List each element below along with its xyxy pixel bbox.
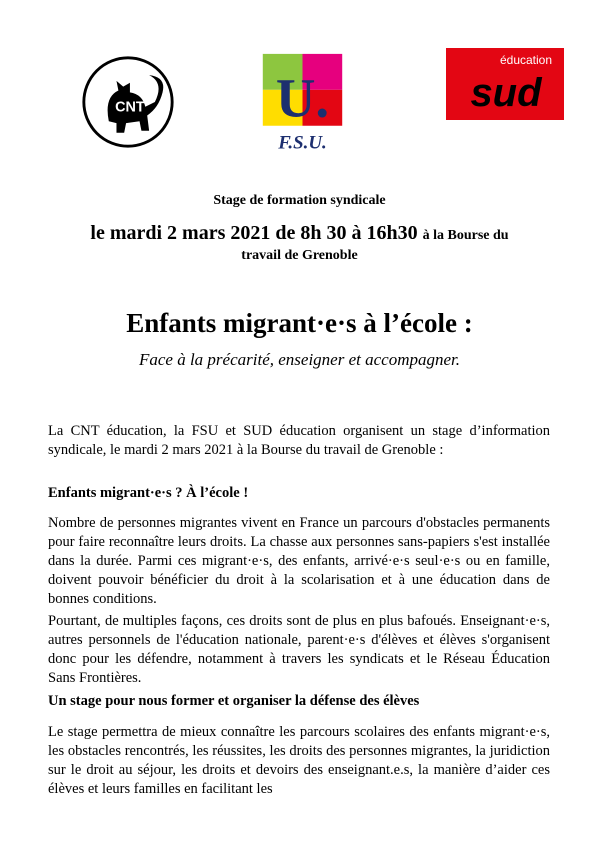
- stage-title: Stage de formation syndicale: [213, 193, 386, 208]
- paragraph-3: [48, 612, 550, 688]
- paragraph-4: [48, 723, 550, 799]
- page-title: Enfants migrant·e·s à l’école :: [126, 308, 473, 338]
- intro-paragraph: [48, 422, 550, 460]
- paragraph-2: [48, 514, 550, 609]
- logos-row: [0, 44, 599, 154]
- date-main: le mardi 2 mars 2021 de 8h 30 à 16h30: [90, 222, 418, 244]
- fsu-logo-letter: U.: [275, 67, 330, 129]
- paragraph-4-text: Le stage permettra de mieux connaître les parcours scolaires des enfants migrant·e·s, les obstacles rencontrés, les réussites, les droits des personnes migrantes, la juridiction sur le droit au séjour, les droits et devoirs des enseignant.e.s, la manière d’aider ces élèves et leurs familles en facilitant les: [48, 724, 550, 797]
- sud-logo-top: éducation: [499, 53, 553, 67]
- paragraph-3-text: Pourtant, de multiples façons, ces droits sont de plus en plus bafoués. Enseignant·e·s, autres personnels de l'éducation nationale, parent·e·s d'élèves et élèves s'organisent donc pour les défendre, notamment à travers les syndicats et le Réseau Éducation Sans Frontières.: [48, 613, 550, 686]
- cnt-logo-text: CNT: [115, 99, 145, 116]
- date-line: [0, 222, 599, 245]
- section-heading-1: Enfants migrant·e·s ? À l’école !: [48, 485, 249, 501]
- fsu-logo-text: F.S.U.: [278, 132, 327, 154]
- fsu-logo: [255, 52, 350, 156]
- paragraph-2-text: Nombre de personnes migrantes vivent en France un parcours d'obstacles permanents pour faire reconnaître leurs droits. La chasse aux personnes sans-papiers s'est installée dans la durée. Parmi ces migrant·e·s, des enfants, arrivé·e·s seul·e·s ou en famille, doivent pouvoir bénéficier du droit à la scolarisation et à une éducation dans de bonnes conditions.: [48, 515, 550, 607]
- cnt-logo: [80, 54, 176, 150]
- page-subtitle: Face à la précarité, enseigner et accompagner.: [138, 350, 461, 369]
- section-heading-2: Un stage pour nous former et organiser la défense des élèves: [48, 693, 420, 709]
- date-location-line2: travail de Grenoble: [241, 248, 358, 263]
- sud-logo: [446, 48, 564, 120]
- intro-text: La CNT éducation, la FSU et SUD éducation organisent un stage d’information syndicale, le mardi 2 mars 2021 à la Bourse du travail de Grenoble :: [48, 423, 550, 458]
- date-location: à la Bourse du: [422, 228, 509, 243]
- sud-logo-main: sud: [470, 71, 542, 115]
